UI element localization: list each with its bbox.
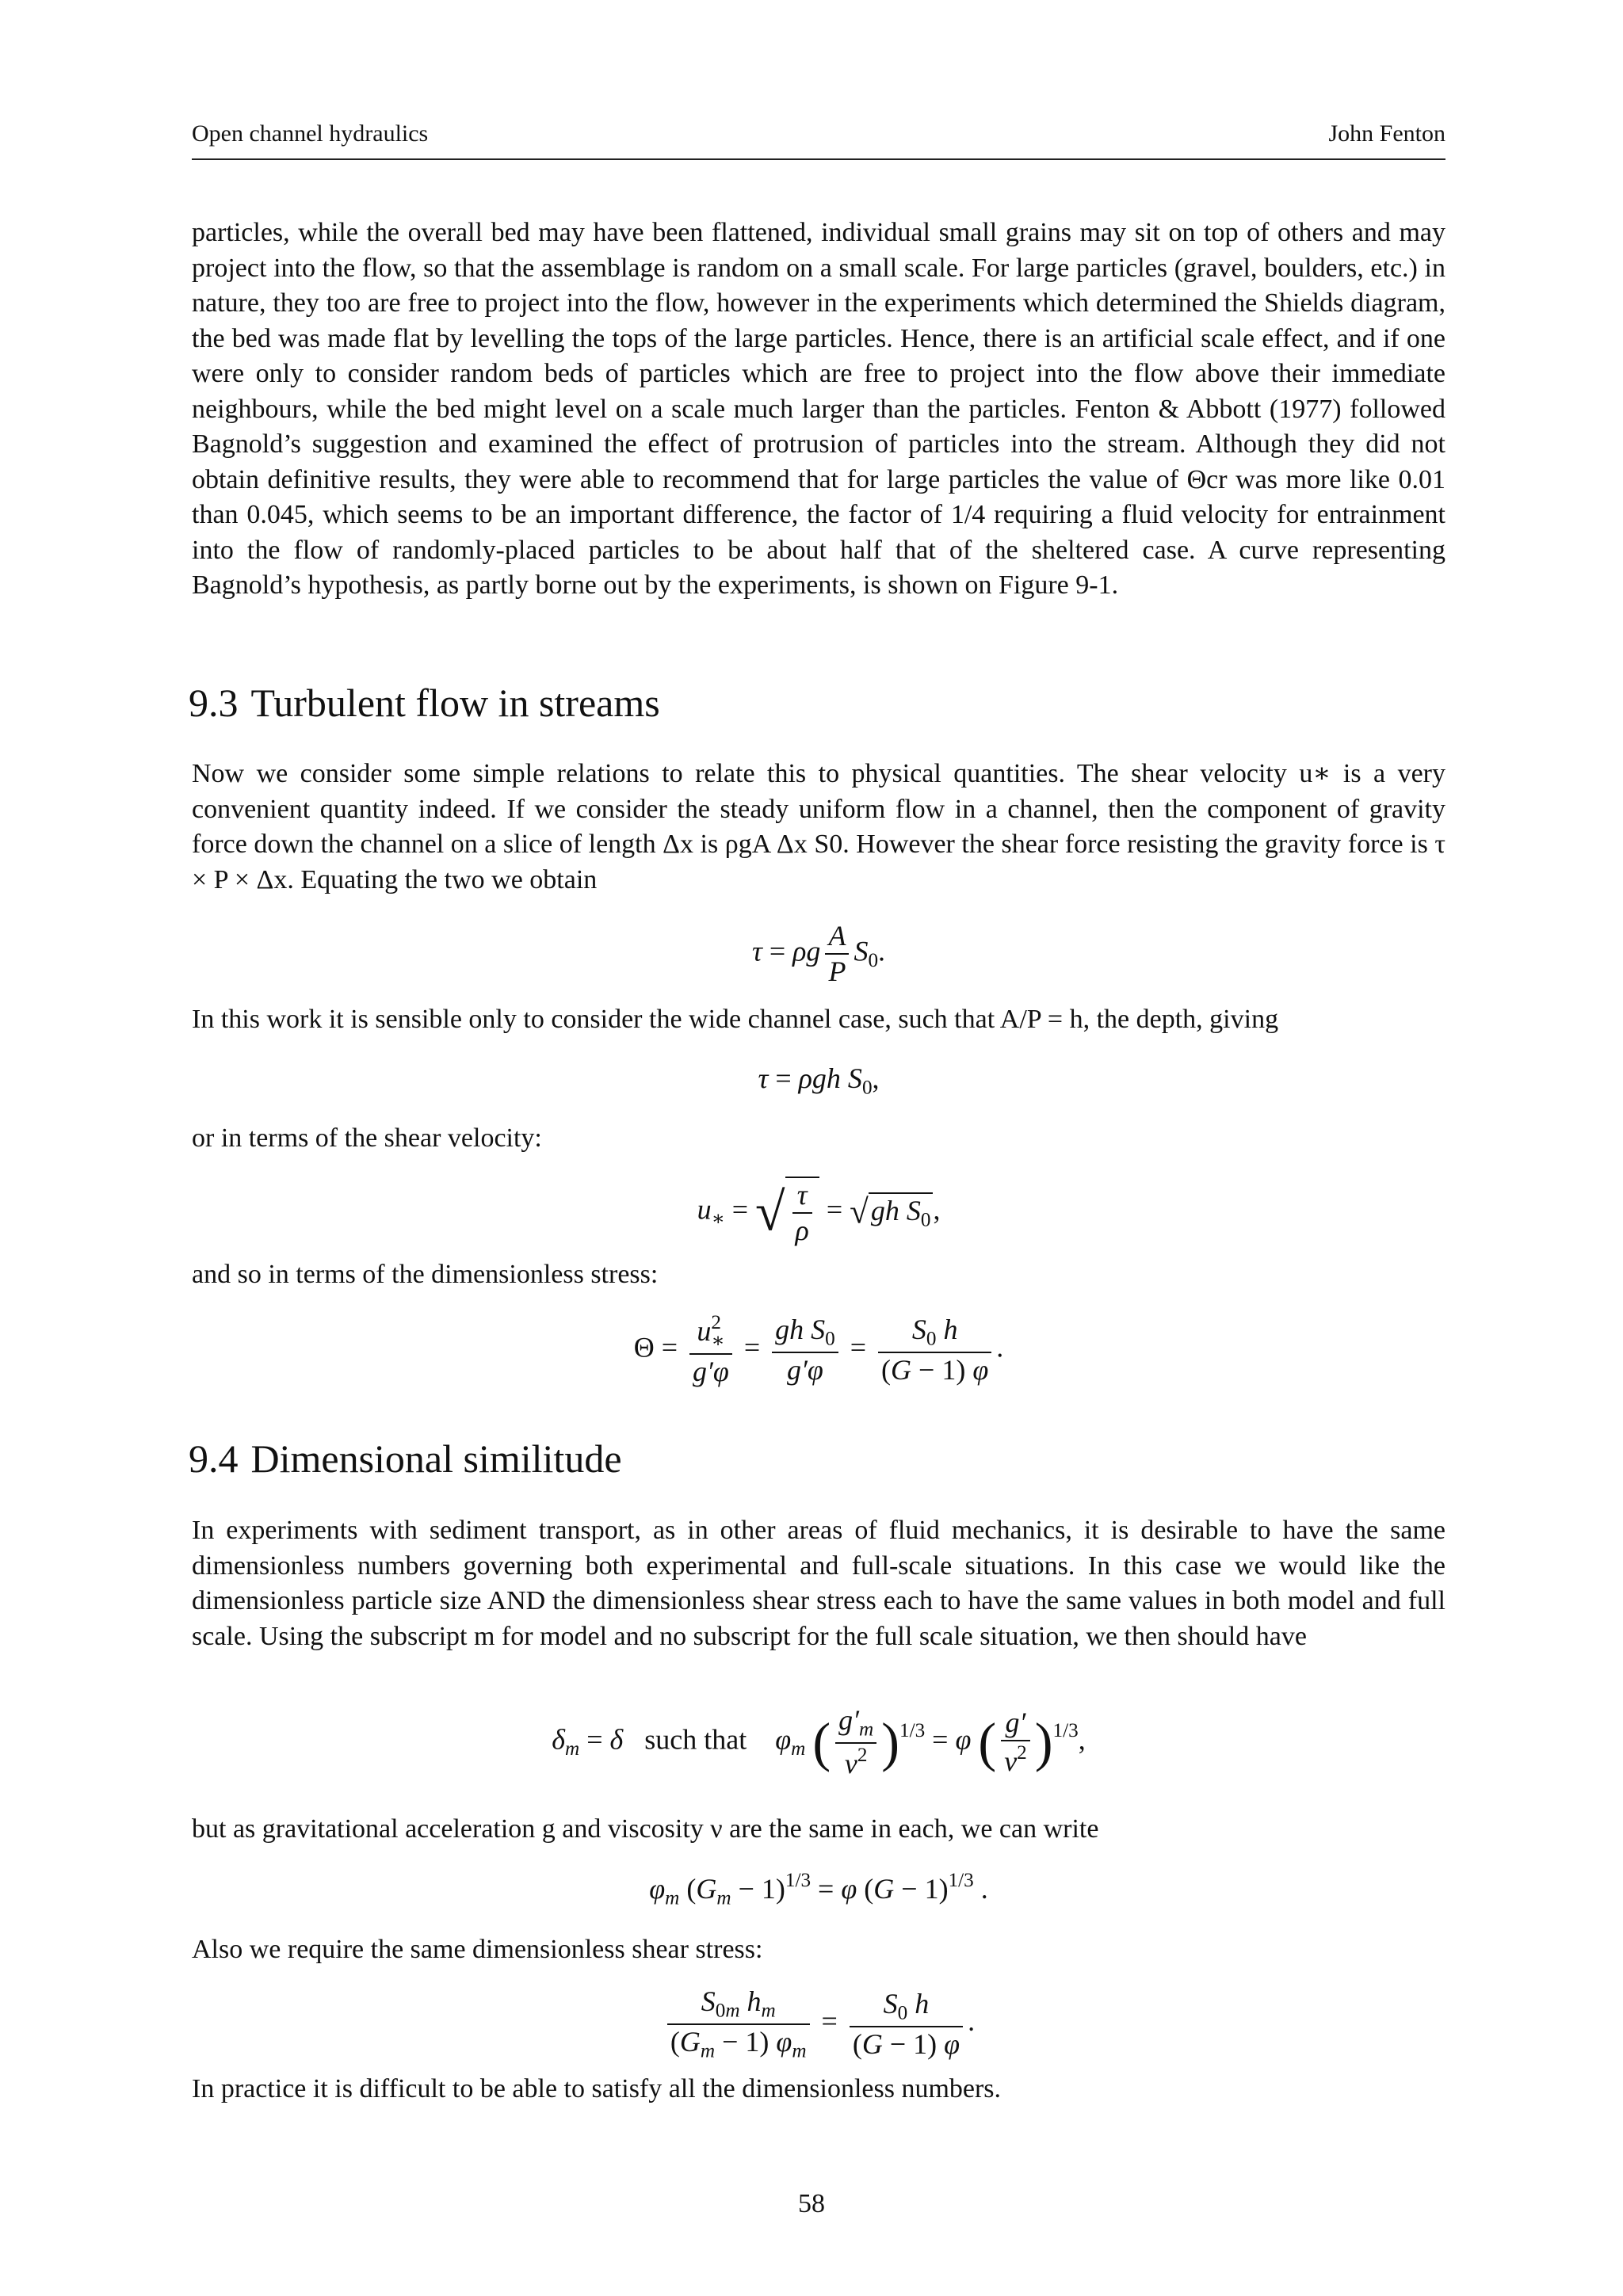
paragraph-same-shear: Also we require the same dimensionless shear stress: — [192, 1935, 763, 1964]
paragraph-similitude: In experiments with sediment transport, as in other areas of fluid mechanics, it is desirable to have the same dimensionless numbers governing both experimental and full-scale situations. In this case we would like the dimensionless particle size AND the dimensionless shear stress each to have the same values in both model and full scale. Using the subscript m for model and no subscript for the full scale situation, we then should have — [192, 1516, 1445, 1651]
equation-delta-similarity: $\delta_m = \delta$ such that $\varphi_m$ ( $\frac{g'_m}{\nu^2}$ )$^{1/3}$ = φ ( $\frac{g'}{\nu^2}$ )$^{1/3}$, — [192, 1703, 1445, 1781]
equation-u-star: $u_∗$ = √ $\frac{\tau}{\rho}$ = √gh $S_0$, — [192, 1177, 1445, 1248]
paragraph-gravity-viscosity: but as gravitational acceleration g and viscosity ν are the same in each, we can write — [192, 1814, 1099, 1844]
section-number: 9.4 — [189, 1436, 239, 1481]
equation-tau-depth: τ = ρgh $S_0$, — [758, 1062, 880, 1099]
paragraph-conclusion: In practice it is difficult to be able to satisfy all the dimensionless numbers. — [192, 2074, 1002, 2103]
page-number: 58 — [798, 2189, 825, 2218]
running-header-author: John Fenton — [1328, 120, 1445, 147]
paragraph-shear-velocity-terms: or in terms of the shear velocity: — [192, 1123, 542, 1153]
paragraph-shear-velocity: Now we consider some simple relations to relate this to physical quantities. The shear velocity u∗ is a very convenient quantity indeed. If we consider the steady uniform flow in a channel, then the component of gravity force down the channel on a slice of length Δx is ρgA Δx S0. However the shear force resisting the gravity force is τ × P × Δx. Equating the two we obtain — [192, 759, 1445, 894]
section-heading-9-4 — [189, 1436, 622, 1482]
paragraph-wide-channel: In this work it is sensible only to consider the wide channel case, such that A/P = h, the depth, giving — [192, 1005, 1279, 1034]
paragraph-protrusion: particles, while the overall bed may have been flattened, individual small grains may sit on top of others and may project into the flow, so that the assemblage is random on a small scale. For large particles (gravel, boulders, etc.) in nature, they too are free to project into the flow, however in the experiments which determined the Shields diagram, the bed was made flat by levelling the tops of the large particles. Hence, there is an artificial scale effect, and if one were only to consider random beds of particles which are free to project into the flow above their immediate neighbours, while the bed might level on a scale much larger than the particles. Fenton & Abbott (1977) followed Bagnold’s suggestion and examined the effect of protrusion of particles into the stream. Although they did not obtain definitive results, they were able to recommend that for large particles the value of Θcr was more like 0.01 than 0.045, which seems to be an important difference, the factor of 1/4 requiring a fluid velocity for entrainment into the flow of randomly-placed particles to be about half that of the sheltered case. A curve representing Bagnold’s hypothesis, as partly borne out by the experiments, is shown on Figure 9-1. — [192, 218, 1445, 600]
such-that-text: such that — [644, 1723, 747, 1756]
equation-phi-g: $\varphi_m$ $(G_m - 1)^{1/3} = \varphi$ $(G - 1)^{1/3}$ . — [649, 1870, 988, 1909]
header-rule — [192, 158, 1445, 160]
paragraph-dimensionless-stress: and so in terms of the dimensionless stress: — [192, 1260, 659, 1289]
equation-shear-similarity: $\frac{S_{0m} h_m}{(G_m - 1) \varphi_m}$ = $\frac{S_0 h}{(G - 1) \varphi}$ . — [192, 1985, 1445, 2064]
section-title: Turbulent flow in streams — [250, 681, 660, 725]
equation-theta: Θ = $\frac{u^2_∗}{g'\varphi}$ = $\frac{gh S_0}{g'\varphi}$ = $\frac{S_0 h}{(G - 1) \varphi}$ . — [192, 1311, 1445, 1389]
equation-tau-area: τ = ρg $\frac{A}{P}$ $S_0$. — [192, 919, 1445, 989]
section-number: 9.3 — [189, 681, 239, 725]
section-heading-9-3 — [189, 680, 660, 726]
section-title: Dimensional similitude — [250, 1436, 622, 1481]
running-header-title: Open channel hydraulics — [192, 120, 429, 147]
